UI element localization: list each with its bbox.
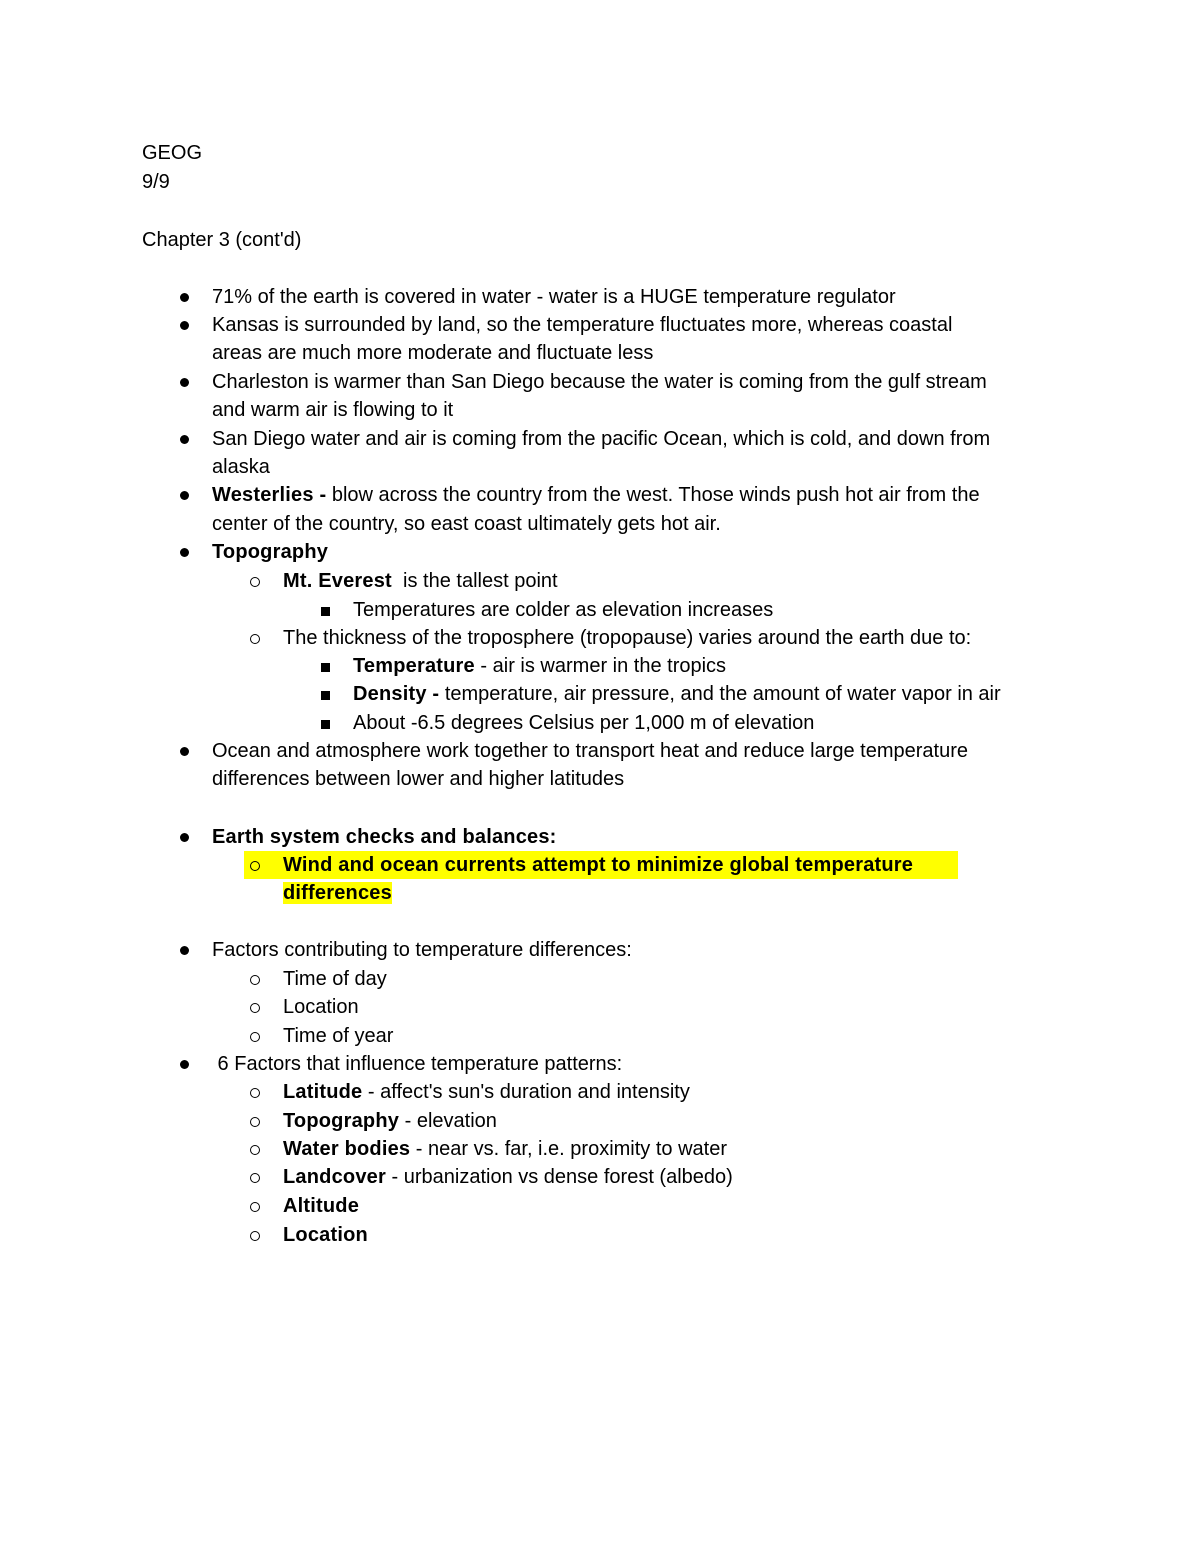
- sub-list-item: [0, 1221, 1200, 1249]
- chapter-title: Chapter 3 (cont'd): [142, 229, 302, 251]
- term-density: Density -: [353, 683, 440, 705]
- sub-list-item-highlighted: Wind and ocean currents attempt to minimize global temperature: [0, 851, 1200, 879]
- list-item-continuation: and warm air is flowing to it: [212, 399, 454, 421]
- term-water-bodies: Water bodies: [283, 1138, 411, 1160]
- list-item: Charleston is warmer than San Diego because the water is coming from the gulf stream: [0, 368, 1200, 396]
- sub-list-item: The thickness of the troposphere (tropopause) varies around the earth due to:: [0, 624, 1200, 652]
- bullet-dot-icon: [173, 1050, 195, 1078]
- term-westerlies: Westerlies -: [212, 484, 327, 506]
- list-item: 71% of the earth is covered in water - water is a HUGE temperature regulator: [0, 283, 1200, 311]
- term-earth-system: Earth system checks and balances:: [212, 826, 557, 848]
- sub-list-item: Water bodies - near vs. far, i.e. proximity to water: [0, 1135, 1200, 1163]
- bullet-circle-icon: [244, 567, 266, 595]
- term-mt-everest: Mt. Everest: [283, 570, 392, 592]
- sub-list-item: Topography - elevation: [0, 1107, 1200, 1135]
- sub-sub-list-item: Density - temperature, air pressure, and the amount of water vapor in air: [0, 680, 1200, 708]
- sub-list-item: Mt. Everest is the tallest point: [0, 567, 1200, 595]
- bullet-circle-icon: [244, 1078, 266, 1106]
- date-line: [0, 168, 1200, 196]
- list-item: Kansas is surrounded by land, so the temperature fluctuates more, whereas coastal: [0, 311, 1200, 339]
- chapter-line: [0, 226, 1200, 254]
- term-latitude: Latitude: [283, 1081, 363, 1103]
- list-item: San Diego water and air is coming from the pacific Ocean, which is cold, and down from: [0, 425, 1200, 453]
- list-item-continuation: center of the country, so east coast ultimately gets hot air.: [212, 513, 721, 535]
- bullet-circle-icon: [244, 1022, 266, 1050]
- term-location: Location: [283, 1224, 368, 1246]
- sub-sub-list-item: Temperatures are colder as elevation increases: [0, 596, 1200, 624]
- sub-sub-list-item: Temperature - air is warmer in the tropics: [0, 652, 1200, 680]
- bullet-dot-icon: [173, 737, 195, 765]
- term-temperature: Temperature: [353, 655, 475, 677]
- bullet-square-icon: [314, 709, 336, 737]
- sub-list-item: Time of day: [0, 965, 1200, 993]
- list-item: Westerlies - blow across the country from the west. Those winds push hot air from the: [0, 481, 1200, 509]
- list-item-continuation: differences between lower and higher latitudes: [212, 768, 625, 790]
- bullet-circle-icon: [244, 851, 266, 879]
- bullet-circle-icon: [244, 1221, 266, 1249]
- bullet-circle-icon: [244, 1163, 266, 1191]
- note-date: 9/9: [142, 171, 170, 193]
- sub-list-item: Location: [0, 993, 1200, 1021]
- list-item: [0, 538, 1200, 566]
- term-topography: Topography: [212, 541, 329, 563]
- list-item-continuation: alaska: [212, 456, 270, 478]
- bullet-circle-icon: [244, 1107, 266, 1135]
- bullet-circle-icon: [244, 1135, 266, 1163]
- term-altitude: Altitude: [283, 1195, 360, 1217]
- bullet-dot-icon: [173, 368, 195, 396]
- sub-list-item: Landcover - urbanization vs dense forest (albedo): [0, 1163, 1200, 1191]
- bullet-circle-icon: [244, 965, 266, 993]
- bullet-square-icon: [314, 680, 336, 708]
- bullet-dot-icon: [173, 936, 195, 964]
- list-item-continuation: areas are much more moderate and fluctuate less: [212, 342, 654, 364]
- term-topography-factor: Topography: [283, 1110, 400, 1132]
- course-code: GEOG: [142, 142, 203, 164]
- bullet-dot-icon: [173, 425, 195, 453]
- list-item: 6 Factors that influence temperature patterns:: [0, 1050, 1200, 1078]
- bullet-dot-icon: [173, 311, 195, 339]
- bullet-dot-icon: [173, 283, 195, 311]
- list-item: Factors contributing to temperature differences:: [0, 936, 1200, 964]
- bullet-square-icon: [314, 652, 336, 680]
- sub-list-item: [0, 1192, 1200, 1220]
- sub-list-item-continuation: differences: [283, 882, 392, 904]
- bullet-square-icon: [314, 596, 336, 624]
- bullet-circle-icon: [244, 624, 266, 652]
- bullet-circle-icon: [244, 1192, 266, 1220]
- bullet-dot-icon: [173, 823, 195, 851]
- course-line: [0, 139, 1200, 167]
- list-item: [0, 823, 1200, 851]
- term-landcover: Landcover: [283, 1166, 386, 1188]
- bullet-circle-icon: [244, 993, 266, 1021]
- sub-sub-list-item: About -6.5 degrees Celsius per 1,000 m of elevation: [0, 709, 1200, 737]
- sub-list-item: Time of year: [0, 1022, 1200, 1050]
- bullet-dot-icon: [173, 538, 195, 566]
- sub-list-item: Latitude - affect's sun's duration and intensity: [0, 1078, 1200, 1106]
- list-item: Ocean and atmosphere work together to transport heat and reduce large temperature: [0, 737, 1200, 765]
- bullet-dot-icon: [173, 481, 195, 509]
